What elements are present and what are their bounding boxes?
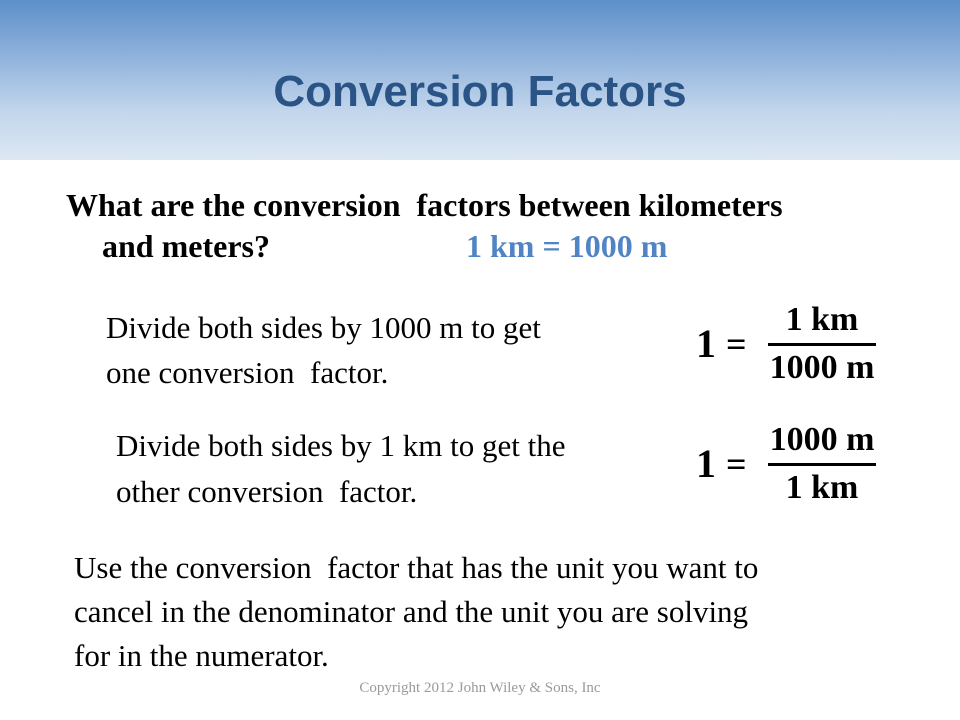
slide-title: Conversion Factors [273,67,687,116]
conclusion-line-1: Use the conversion factor that has the unit you want to [74,550,759,585]
fraction2-bar [768,463,876,466]
fraction1-denominator: 1000 m [769,349,875,386]
fraction1-lhs: 1 [696,321,716,366]
fraction2-equals: = [726,444,747,484]
conversion-factor-1 [692,298,882,388]
step1-line-2: one conversion factor. [106,355,389,390]
question-line-1: What are the conversion factors between kilometers [66,187,783,223]
step2-line-2: other conversion factor. [116,474,418,509]
answer-equation: 1 km = 1000 m [466,228,668,264]
fraction2-lhs: 1 [696,441,716,486]
copyright-notice: Copyright 2012 John Wiley & Sons, Inc [359,680,601,696]
step2-line-1: Divide both sides by 1 km to get the [116,428,566,463]
fraction2-numerator: 1000 m [769,421,875,458]
step1-line-1: Divide both sides by 1000 m to get [106,310,541,345]
fraction2-denominator: 1 km [785,469,859,506]
conclusion-line-2: cancel in the denominator and the unit you are solving [74,594,749,629]
fraction1-numerator: 1 km [785,301,859,338]
fraction1-equals: = [726,324,747,364]
conclusion-line-3: for in the numerator. [74,638,329,673]
conversion-factor-2 [692,418,882,508]
fraction1-bar [768,343,876,346]
question-line-2: and meters? [102,228,270,264]
